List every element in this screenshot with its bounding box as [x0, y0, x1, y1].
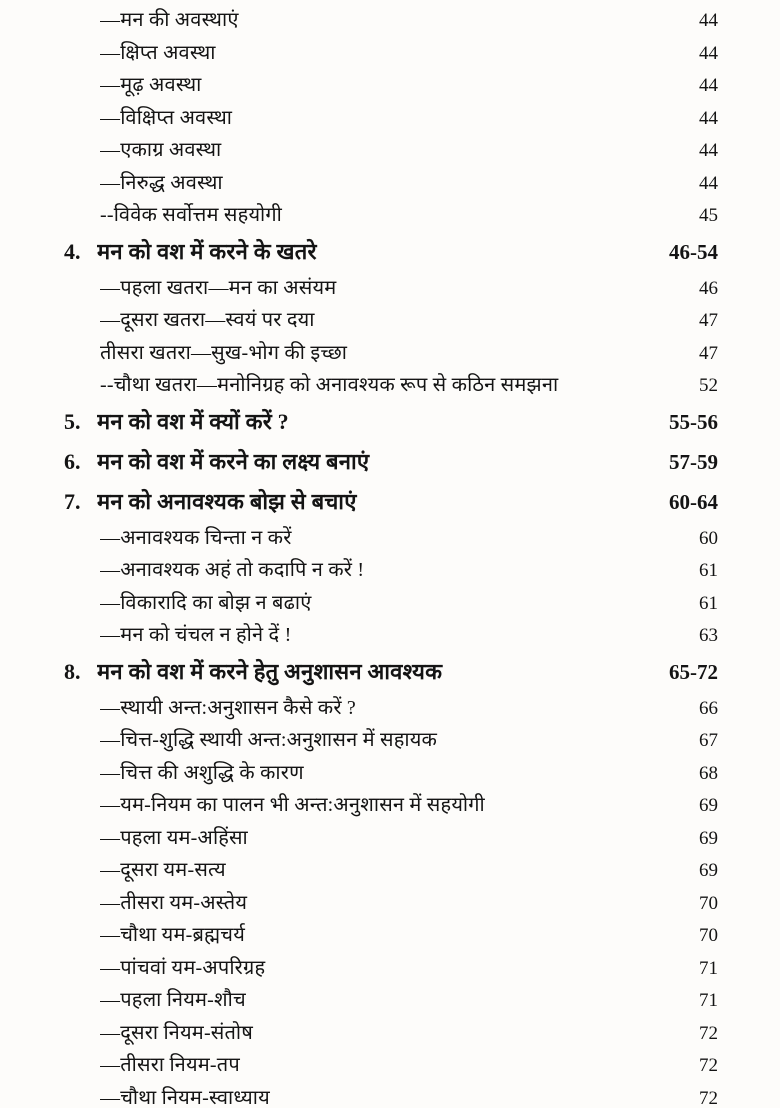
toc-entry-label: मन को वश में करने का लक्ष्य बनाएं [97, 448, 370, 474]
toc-page-number: 61 [699, 592, 718, 614]
toc-sub-row [0, 790, 780, 823]
toc-page-number: 52 [699, 375, 718, 396]
toc-page-number: 70 [699, 925, 718, 946]
toc-sub-row [0, 370, 780, 403]
toc-page-number: 69 [699, 827, 718, 849]
toc-entry-label: तीसरा खतरा—सुख-भोग की इच्छा [100, 341, 348, 364]
toc-sub-row [0, 273, 780, 306]
toc-sub-row [0, 588, 780, 621]
toc-page-number: 69 [699, 795, 718, 816]
toc-sub-row [0, 338, 780, 371]
toc-page-number: 44 [699, 42, 718, 64]
toc-entry-label: —यम-नियम का पालन भी अन्त:अनुशासन में सहयोगी [100, 794, 485, 816]
chapter-number: 6. [64, 448, 81, 474]
toc-page-number: 47 [699, 342, 718, 364]
toc-sub-row [0, 523, 780, 556]
toc-page-number: 71 [699, 990, 718, 1011]
toc-sub-row [0, 305, 780, 338]
toc-sub-row [0, 555, 780, 588]
toc-chapter-row [0, 653, 780, 693]
toc-sub-row [0, 620, 780, 653]
toc-entry-label: —चित्त की अशुद्धि के कारण [100, 761, 304, 784]
toc-entry-label: —पहला यम-अहिंसा [100, 826, 248, 849]
toc-entry-label: —पहला नियम-शौच [100, 989, 246, 1011]
toc-page-number: 44 [699, 172, 718, 194]
toc-page-number: 44 [699, 75, 718, 96]
toc-entry-label: मन को अनावश्यक बोझ से बचाएं [97, 488, 357, 514]
toc-page-number: 55-56 [669, 409, 718, 434]
toc-page-number: 66 [699, 697, 718, 719]
toc-sub-row [0, 855, 780, 888]
toc-sub-row [0, 135, 780, 168]
toc-page-number: 70 [699, 892, 718, 914]
toc-entry-label: —दूसरा खतरा—स्वयं पर दया [100, 309, 315, 331]
toc-entry-label: —मन की अवस्थाएं [100, 9, 239, 31]
toc-sub-row [0, 953, 780, 986]
toc-entry-label: —विकारादि का बोझ न बढाएं [100, 591, 312, 614]
toc-chapter-row [0, 443, 780, 483]
toc-chapter-row [0, 233, 780, 273]
toc-entry-label: —स्थायी अन्त:अनुशासन कैसे करें ? [100, 696, 356, 719]
toc-entry-label: —क्षिप्त अवस्था [100, 41, 216, 64]
toc-page-number: 46-54 [669, 239, 718, 264]
toc-entry-label: —दूसरा यम-सत्य [100, 859, 226, 881]
chapter-number: 4. [64, 238, 81, 264]
toc-entry-label: मन को वश में करने के खतरे [97, 238, 317, 264]
toc-sub-row [0, 758, 780, 791]
toc-entry-label: मन को वश में क्यों करें ? [97, 408, 289, 434]
toc-entry-label: --चौथा खतरा—मनोनिग्रह को अनावश्यक रूप से कठिन समझना [100, 374, 559, 396]
toc-entry-label: —दूसरा नियम-संतोष [100, 1021, 254, 1044]
toc-entry-label: —अनावश्यक चिन्ता न करें [100, 526, 292, 549]
toc-page-number: 46 [699, 277, 718, 299]
toc-sub-row [0, 200, 780, 233]
toc-sub-row [0, 985, 780, 1018]
toc-sub-row [0, 103, 780, 136]
toc-sub-row [0, 1018, 780, 1051]
toc-sub-row [0, 920, 780, 953]
toc-entry-label: —निरुद्ध अवस्था [100, 171, 223, 194]
toc-entry-label: --विवेक सर्वोत्तम सहयोगी [100, 204, 283, 226]
toc-page-number: 57-59 [669, 449, 718, 474]
toc-sub-row [0, 1083, 780, 1108]
toc-page-number: 44 [699, 140, 718, 161]
toc-page-number: 69 [699, 860, 718, 881]
toc-entry-label: —पहला खतरा—मन का असंयम [100, 276, 337, 299]
toc-sub-row [0, 823, 780, 856]
chapter-number: 7. [64, 488, 81, 514]
toc-page-number: 61 [699, 560, 718, 581]
toc-sub-row [0, 888, 780, 921]
toc-page-number: 60 [699, 527, 718, 549]
toc-sub-row [0, 5, 780, 38]
toc-page-number: 72 [699, 1022, 718, 1044]
toc-page-number: 44 [699, 10, 718, 31]
toc-page-number: 63 [699, 625, 718, 646]
toc-entry-label: —तीसरा नियम-तप [100, 1054, 240, 1076]
toc-sub-row [0, 70, 780, 103]
toc-entry-label: —एकाग्र अवस्था [100, 139, 222, 161]
toc-chapter-row [0, 403, 780, 443]
toc-page-number: 65-72 [669, 659, 718, 684]
toc-chapter-row [0, 483, 780, 523]
toc-page-number: 47 [699, 310, 718, 331]
toc-page-number: 60-64 [669, 489, 718, 514]
toc-sub-row [0, 168, 780, 201]
toc-page-number: 45 [699, 205, 718, 226]
toc-page-number: 72 [699, 1055, 718, 1076]
toc-entry-label: —चित्त-शुद्धि स्थायी अन्त:अनुशासन में सहायक [100, 729, 438, 751]
toc-entry-label: —चौथा यम-ब्रह्मचर्य [100, 924, 245, 946]
toc-entry-label: —विक्षिप्त अवस्था [100, 106, 233, 129]
toc-sub-row [0, 725, 780, 758]
chapter-number: 5. [64, 408, 81, 434]
toc-page-number: 68 [699, 762, 718, 784]
toc-entry-label: —पांचवां यम-अपरिग्रह [100, 956, 266, 979]
table-of-contents [0, 5, 780, 1108]
toc-page-number: 44 [699, 107, 718, 129]
toc-entry-label: मन को वश में करने हेतु अनुशासन आवश्यक [97, 658, 443, 684]
toc-page-number: 67 [699, 730, 718, 751]
toc-sub-row [0, 38, 780, 71]
toc-sub-row [0, 693, 780, 726]
toc-page-number: 71 [699, 957, 718, 979]
toc-page-number: 72 [699, 1087, 718, 1108]
toc-entry-label: —चौथा नियम-स्वाध्याय [100, 1086, 270, 1108]
toc-entry-label: —तीसरा यम-अस्तेय [100, 891, 248, 914]
toc-entry-label: —मन को चंचल न होने दें ! [100, 624, 292, 646]
toc-entry-label: —मूढ़ अवस्था [100, 74, 202, 96]
chapter-number: 8. [64, 658, 81, 684]
toc-sub-row [0, 1050, 780, 1083]
toc-entry-label: —अनावश्यक अहं तो कदापि न करें ! [100, 559, 365, 581]
